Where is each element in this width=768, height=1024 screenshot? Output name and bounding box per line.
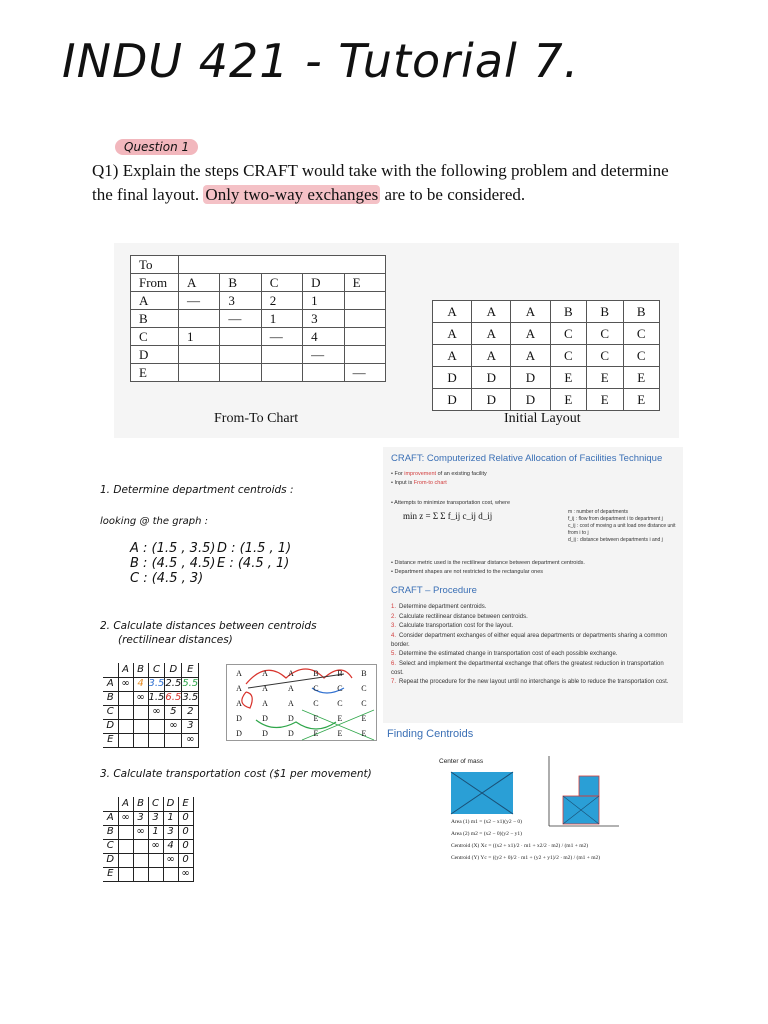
cell [344,328,385,346]
step-number: 5. [391,651,397,657]
layout-cell: E [587,367,623,389]
grid-cell [133,853,148,867]
bullet-text: Input is [394,480,414,486]
to-spacer [179,256,386,274]
grid-row-header: B [103,825,118,839]
from-to-row [131,292,386,310]
from-to-chart [130,255,386,382]
layout-row [433,389,660,411]
procedure-step [391,678,675,687]
cell: — [303,346,344,364]
grid-cell [118,705,133,719]
centroids-right [217,541,291,571]
annotated-layout-cell: D [236,729,242,738]
grid-cell: 0 [178,825,193,839]
grid-cell [133,705,148,719]
grid-cell [133,719,148,733]
centroid-e: E : (4.5 , 1) [217,556,290,571]
grid-cell: ∞ [148,705,165,719]
cell [220,328,261,346]
grid-cell: ∞ [178,867,193,881]
centroid-a: A : (1.5 , 3.5) [130,541,216,556]
grid-row [103,677,199,691]
annotated-layout-cell: A [262,669,268,678]
grid-cell: 0 [178,853,193,867]
grid-row-header: A [103,811,118,825]
annotated-layout-grid [226,666,376,741]
cell [303,364,344,382]
annotated-layout-cell: A [262,699,268,708]
col-header: E [344,274,385,292]
centroid-c: C : (4.5 , 3) [130,571,204,586]
grid-row [103,839,193,853]
cell: — [179,292,220,310]
annotated-layout-cell: A [236,684,242,693]
layout-row [433,323,660,345]
from-to-header [131,274,386,292]
annotated-layout-cell: E [313,729,319,738]
step-text: Calculate transportation cost for the layout. [399,623,514,629]
annotated-layout-cell: A [236,699,242,708]
step-2-heading: 2. Calculate distances between centroids [100,620,317,632]
annotated-layout-cell: B [361,669,367,678]
from-to-row [131,346,386,364]
equation-line: Centroid (Y) Yc = ((y2 + 0)/2 · m1 + (y2 + y1)/2 · m2) / (m1 + m2) [451,855,601,861]
procedure-step [391,650,675,659]
bullet-text: For [394,471,405,477]
annotated-layout-cell: C [361,699,367,708]
cell: 2 [261,292,302,310]
annotated-layout-row [226,666,376,681]
annotated-layout-cell: A [288,684,294,693]
initial-layout-caption: Initial Layout [504,411,581,426]
step-text: Consider department exchanges of either equal area departments or departments sharing a common border. [391,632,668,648]
annotated-layout-cell: B [337,669,343,678]
craft-bullet: • Attempts to minimize transportation cost, where [391,500,511,506]
cell [261,364,302,382]
rectangle-shape [451,772,513,814]
layout-cell: A [472,323,511,345]
step-3-heading: 3. Calculate transportation cost ($1 per movement) [100,768,372,780]
question-text [92,159,692,207]
grid-cell [118,867,133,881]
grid-row [103,867,193,881]
grid-cell: ∞ [118,811,133,825]
grid-cell: 3 [163,825,178,839]
row-label: B [131,310,179,328]
layout-row [433,367,660,389]
grid-row [103,705,199,719]
grid-cell [148,853,163,867]
layout-cell: A [433,301,472,323]
layout-cell: A [511,301,550,323]
formula-legend [568,509,683,544]
grid-cell: 5 [165,705,182,719]
cell [220,364,261,382]
grid-row-header: D [103,719,118,733]
row-label: E [131,364,179,382]
layout-cell: C [623,323,660,345]
step-number: 3. [391,623,397,629]
problem-figure [114,243,679,438]
grid-cell: ∞ [133,825,148,839]
grid-col-header: B [133,797,148,811]
question-highlight: Only two-way exchanges [205,185,379,204]
grid-row-header: B [103,691,118,705]
from-to-row [131,328,386,346]
craft-bullet: • Input is From-to chart [391,480,447,486]
layout-cell: D [472,367,511,389]
layout-cell: D [433,389,472,411]
distance-grid [103,663,199,748]
grid-col-header: C [148,797,163,811]
craft-bullet: • Distance metric used is the rectilinear distance between department centroids. [391,560,585,566]
grid-row-header: C [103,705,118,719]
grid-cell: ∞ [133,691,148,705]
layout-cell: E [623,367,660,389]
grid-cell: ∞ [182,733,199,747]
step-1-heading: 1. Determine department centroids : [100,484,294,496]
annotated-layout-cell: B [313,669,319,678]
step-2-subheading: (rectilinear distances) [118,634,233,646]
bullet-text: of an existing facility [436,471,487,477]
annotated-layout-cell: C [337,699,343,708]
row-label: D [131,346,179,364]
grid-cell: 3.5 [148,678,165,689]
equation-line: Area (1) m1 = (x2 − x1)(y2 − 0) [451,819,523,825]
row-label: A [131,292,179,310]
step-1-subheading: looking @ the graph : [100,516,209,527]
layout-cell: C [623,345,660,367]
bullet-red-text: From-to chart [413,480,447,486]
centroid-equations [451,816,600,864]
grid-corner [103,797,118,811]
procedure-step [391,613,675,622]
grid-cell: ∞ [118,677,133,691]
from-label: From [131,274,179,292]
procedure-step [391,622,675,631]
layout-cell: E [550,367,586,389]
grid-row [103,691,199,705]
layout-cell: C [587,323,623,345]
bullet-text: Attempts to minimize transportation cost, where [394,500,511,506]
grid-cell: 4 [133,677,148,691]
question-text-suffix: are to be considered. [380,185,526,204]
col-header: B [220,274,261,292]
cell: — [261,328,302,346]
grid-cell: 2 [182,705,199,719]
step-number: 4. [391,632,397,639]
grid-cell: 6.5 [165,692,182,703]
page-title: INDU 421 - Tutorial 7. [62,34,580,88]
equation-line: Area (2) m2 = (x2 − 0)(y2 − y1) [451,831,523,837]
grid-cell: 4 [163,839,178,853]
from-to-header-to [131,256,386,274]
annotated-layout-cell: A [288,669,294,678]
layout-cell: A [511,345,550,367]
grid-cell: 0 [178,811,193,825]
procedure-title: CRAFT – Procedure [391,585,477,596]
grid-cell: 3 [133,811,148,825]
grid-header-row [103,663,199,677]
annotated-layout-row [226,681,376,696]
grid-cell: 0 [178,839,193,853]
layout-cell: C [550,345,586,367]
col-header: C [261,274,302,292]
col-header: D [303,274,344,292]
annotated-layout-cell: A [262,684,268,693]
annotated-layout-cell: A [288,699,294,708]
annotated-layout-cell: D [288,714,294,723]
grid-cell: ∞ [165,719,182,733]
grid-cell [133,867,148,881]
cell: 4 [303,328,344,346]
grid-cell: ∞ [148,839,163,853]
annotated-layout-cell: D [236,714,242,723]
step-text: Determine the estimated change in transportation cost of each possible exchange. [399,651,618,657]
grid-cell: 2.5 [165,678,182,689]
grid-col-header: A [118,797,133,811]
legend-line: f_ij : flow from department i to department j [568,516,663,522]
layout-cell: B [587,301,623,323]
annotated-layout-cell: D [288,729,294,738]
centroid-b: B : (4.5 , 4.5) [130,556,216,571]
grid-cell [163,867,178,881]
step-number: 1. [391,604,397,610]
cell: 3 [220,292,261,310]
annotated-layout-cell: C [313,699,319,708]
grid-row-header: D [103,853,118,867]
cell [179,364,220,382]
annotated-layout-row [226,711,376,726]
layout-cell: D [433,367,472,389]
question-text-prefix: Q1) Explain the steps CRAFT would take with the following problem and determine the final layout. [92,161,669,204]
grid-row [103,719,199,733]
grid-cell [118,691,133,705]
craft-bullet: • Department shapes are not restricted to the rectangular ones [391,569,544,575]
annotated-layout-cell: C [337,684,343,693]
centroids-left [130,541,215,586]
layout-cell: D [511,367,550,389]
grid-cell: 3.5 [182,692,199,703]
grid-cell [148,719,165,733]
grid-cell: 1.5 [148,692,165,703]
annotated-layout-cell: D [262,714,268,723]
grid-row-header: A [103,677,118,691]
grid-cell [133,733,148,747]
layout-cell: E [587,389,623,411]
layout-cell: C [587,345,623,367]
centroid-slide [383,728,683,893]
cell: — [220,310,261,328]
procedure-list [391,603,675,688]
grid-row [103,733,199,747]
grid-col-header: B [133,663,148,677]
procedure-step [391,660,675,678]
annotated-layout-cell: C [313,684,319,693]
grid-row-header: E [103,733,118,747]
step-text: Determine department centroids. [399,604,487,610]
procedure-step [391,632,675,650]
question-tag: Question 1 [115,139,198,155]
cell [179,310,220,328]
grid-header-row [103,797,193,811]
grid-row [103,825,193,839]
grid-cell: 1 [148,825,163,839]
grid-cell [118,719,133,733]
annotated-layout-cell: E [337,714,343,723]
cell [344,292,385,310]
grid-cell [118,825,133,839]
cost-formula: min z = Σ Σ f_ij c_ij d_ij [403,511,493,521]
grid-row [103,853,193,867]
initial-layout-grid [432,300,660,411]
col-header: A [179,274,220,292]
legend-line: c_ij : cost of moving a unit load one distance unit from i to j [568,523,676,536]
cell: 1 [179,328,220,346]
cell: 1 [261,310,302,328]
cell [179,346,220,364]
grid-row [103,811,193,825]
layout-cell: A [472,301,511,323]
centroid-subtitle: Center of mass [439,758,484,765]
centroid-title: Finding Centroids [387,728,474,740]
grid-cell [118,733,133,747]
step-number: 6. [391,660,397,667]
step-text: Select and implement the departmental exchange that offers the greatest reduction in transportation cost. [391,660,664,676]
craft-bullet: • For improvement of an existing facility [391,471,487,477]
layout-row [433,345,660,367]
annotated-layout-cell: E [361,729,367,738]
grid-cell [118,839,133,853]
grid-cell: 3 [148,811,163,825]
craft-slide [383,447,683,723]
grid-cell [148,733,165,747]
legend-line: m : number of departments [568,509,629,515]
grid-cell [133,839,148,853]
annotated-layout-row [226,726,376,741]
annotated-layout-cell: E [361,714,367,723]
step-number: 7. [391,679,397,685]
layout-cell: A [433,323,472,345]
annotated-layout-cell: E [337,729,343,738]
bullet-text: Department shapes are not restricted to the rectangular ones [394,569,544,575]
grid-cell [148,867,163,881]
bullet-red-text: improvement [404,471,437,477]
from-to-caption: From-To Chart [214,411,299,426]
annotated-layout-cell: C [361,684,367,693]
cell [261,346,302,364]
layout-cell: B [623,301,660,323]
grid-cell [118,853,133,867]
bullet-text: Distance metric used is the rectilinear distance between department centroids. [394,560,585,566]
layout-cell: C [550,323,586,345]
cell: 3 [303,310,344,328]
legend-line: d_ij : distance between departments i and j [568,537,663,543]
from-to-row [131,310,386,328]
layout-cell: B [550,301,586,323]
grid-col-header: E [178,797,193,811]
grid-row-header: C [103,839,118,853]
step-text: Repeat the procedure for the new layout until no interchange is able to reduce the transportation cost. [399,679,669,685]
cell: 1 [303,292,344,310]
annotated-layout-cell: E [313,714,319,723]
cell [220,346,261,364]
row-label: C [131,328,179,346]
layout-cell: A [472,345,511,367]
layout-row [433,301,660,323]
grid-row-header: E [103,867,118,881]
grid-cell: 1 [163,811,178,825]
layout-cell: E [623,389,660,411]
layout-cell: E [550,389,586,411]
procedure-step [391,603,675,612]
grid-col-header: A [118,663,133,677]
equation-line: Centroid (X) Xc = ((x2 + x1)/2 · m1 + x2/2 · m2) / (m1 + m2) [451,843,589,849]
layout-cell: A [433,345,472,367]
annotated-layout-row [226,696,376,711]
from-to-row [131,364,386,382]
grid-cell: 5.5 [182,678,199,689]
step-text: Calculate rectilinear distance between centroids. [399,613,528,620]
grid-corner [103,663,118,677]
grid-col-header: D [163,797,178,811]
grid-col-header: E [182,663,199,677]
grid-cell: 3 [182,719,199,733]
annotated-layout [226,664,382,744]
layout-cell: D [472,389,511,411]
grid-col-header: D [165,663,182,677]
annotated-layout-cell: D [262,729,268,738]
craft-title: CRAFT: Computerized Relative Allocation of Facilities Technique [391,453,663,464]
grid-cell: ∞ [163,853,178,867]
cell [344,346,385,364]
to-label: To [131,256,179,274]
grid-col-header: C [148,663,165,677]
cost-grid [103,797,194,882]
grid-cell [165,733,182,747]
cell [344,310,385,328]
layout-cell: A [511,323,550,345]
step-number: 2. [391,613,397,620]
cell: — [344,364,385,382]
annotated-layout-cell: A [236,669,242,678]
layout-cell: D [511,389,550,411]
centroid-d: D : (1.5 , 1) [217,541,292,556]
